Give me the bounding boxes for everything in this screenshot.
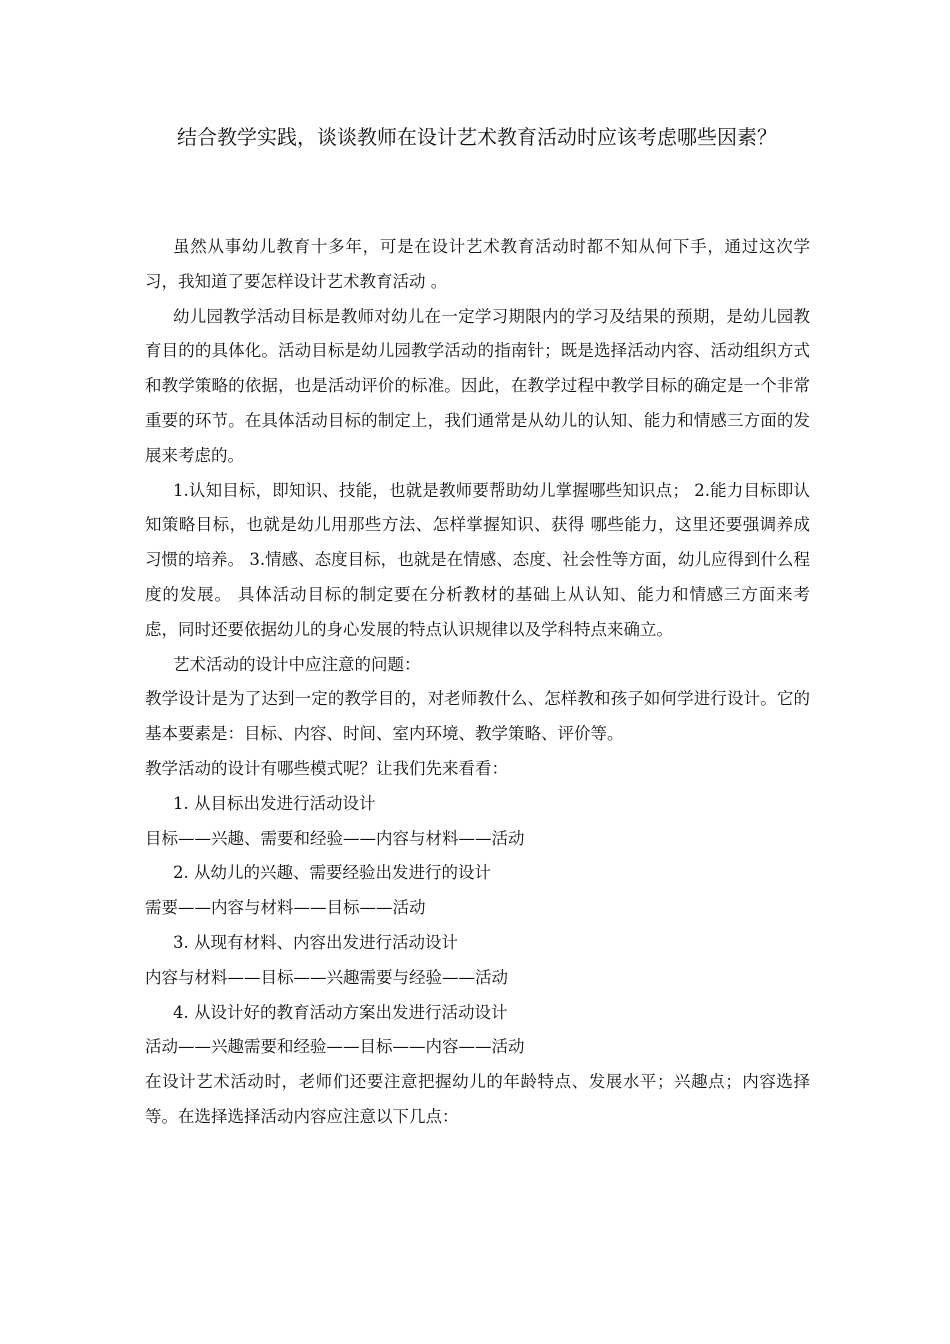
model-3-flow: 内容与材料——目标——兴趣需要与经验——活动 (145, 967, 508, 987)
paragraph-goal-types: 1.认知目标，即知识、技能，也就是教师要帮助幼儿掌握哪些知识点； 2.能力目标即认知策略目标，也就是幼儿用那些方法、怎样掌握知识、获得 哪些能力，这里还要强调养成习惯的培养。 3.情感、态度目标，也就是在情感、态度、社会性等方面，幼儿应得到什么程度的发展。 具体活动目标的制定要在分析教材的基础上从认知、能力和情感三方面来考虑，同时还要依据幼儿的身心发展的特点认识规律以及学科特点来确立。 (145, 480, 810, 639)
document-title: 结合教学实践，谈谈教师在设计艺术教育活动时应该考虑哪些因素？ (177, 125, 777, 149)
paragraph-design-definition: 教学设计是为了达到一定的教学目的，对老师教什么、怎样教和孩子如何学进行设计。它的基本要素是：目标、内容、时间、室内环境、教学策略、评价等。 (145, 689, 810, 744)
model-1-heading: 1. 从目标出发进行活动设计 (173, 793, 376, 813)
paragraph-content-selection: 在设计艺术活动时，老师们还要注意把握幼儿的年龄特点、发展水平；兴趣点；内容选择等。在选择选择活动内容应注意以下几点： (145, 1072, 810, 1126)
paragraph-design-issues-heading: 艺术活动的设计中应注意的问题： (173, 654, 421, 674)
document-body (145, 230, 810, 1135)
paragraph-intro: 虽然从事幼儿教育十多年，可是在设计艺术教育活动时都不知从何下手，通过这次学习，我知道了要怎样设计艺术教育活动 。 (145, 237, 810, 291)
paragraph-goals: 幼儿园教学活动目标是教师对幼儿在一定学习期限内的学习及结果的预期，是幼儿园教育目的的具体化。活动目标是幼儿园教学活动的指南针；既是选择活动内容、活动组织方式和教学策略的依据，也是活动评价的标准。因此，在教学过程中教学目标的确定是一个非常重要的环节。在具体活动目标的制定上，我们通常是从幼儿的认知、能力和情感三方面的发展来考虑的。 (145, 306, 810, 465)
model-2-heading: 2. 从幼儿的兴趣、需要经验出发进行的设计 (173, 863, 491, 883)
paragraph-design-models-intro: 教学活动的设计有哪些模式呢？让我们先来看看： (145, 758, 508, 778)
model-4-heading: 4. 从设计好的教育活动方案出发进行活动设计 (173, 1002, 508, 1022)
model-3-heading: 3. 从现有材料、内容出发进行活动设计 (173, 932, 458, 952)
model-1-flow: 目标——兴趣、需要和经验——内容与材料——活动 (145, 828, 525, 848)
model-2-flow: 需要——内容与材料——目标——活动 (145, 898, 426, 918)
model-4-flow: 活动——兴趣需要和经验——目标——内容——活动 (145, 1037, 525, 1057)
